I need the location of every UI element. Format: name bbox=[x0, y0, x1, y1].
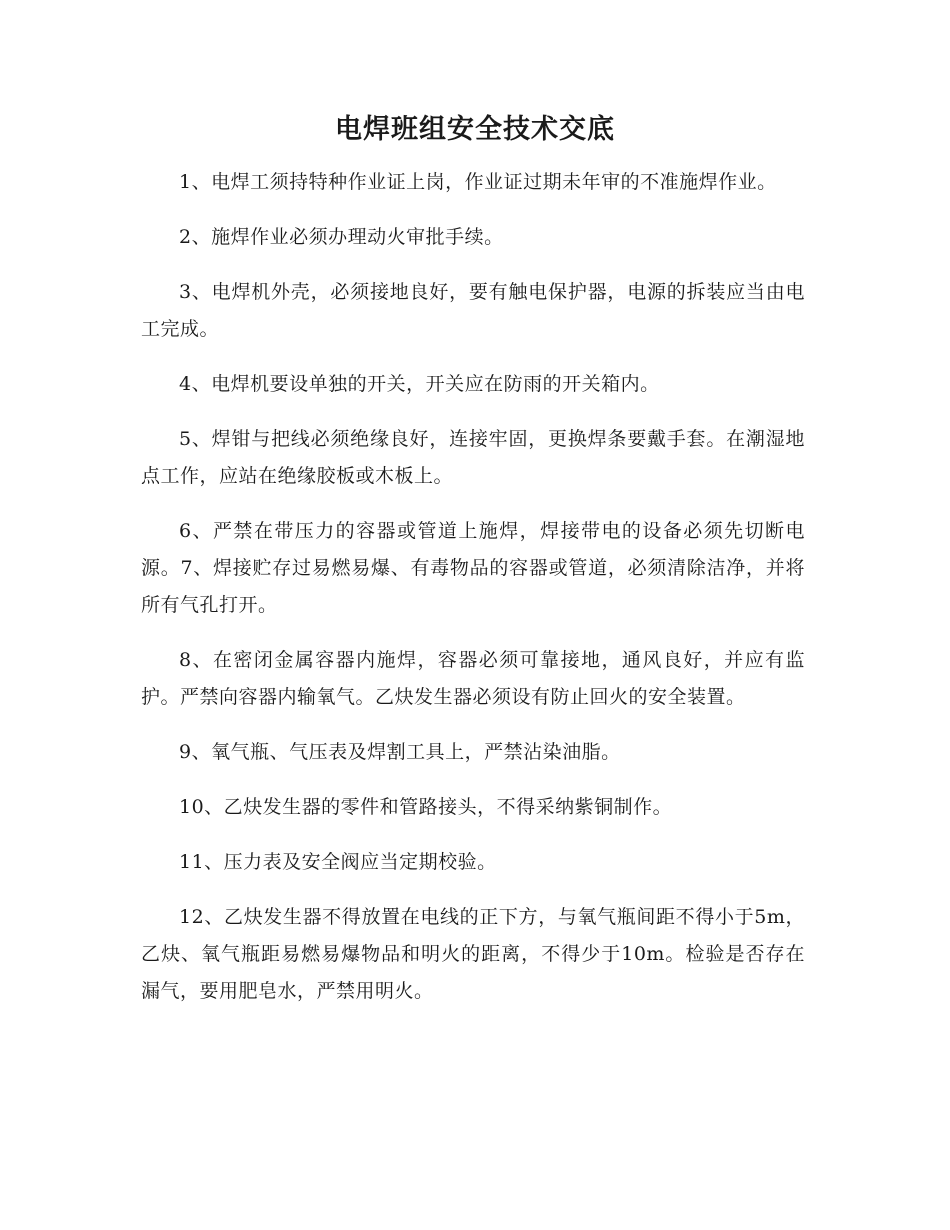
paragraph-9: 9、氧气瓶、气压表及焊割工具上，严禁沾染油脂。 bbox=[179, 741, 621, 763]
document-title: 电焊班组安全技术交底 bbox=[335, 114, 615, 145]
paragraph-2: 2、施焊作业必须办理动火审批手续。 bbox=[179, 226, 504, 248]
paragraph-6-7: 6、严禁在带压力的容器或管道上施焊，焊接带电的设备必须先切断电源。7、焊接贮存过易燃易爆、有毒物品的容器或管道，必须清除洁净，并将所有气孔打开。 bbox=[141, 520, 805, 616]
paragraph-5: 5、焊钳与把线必须绝缘良好，连接牢固，更换焊条要戴手套。在潮湿地点工作，应站在绝缘胶板或木板上。 bbox=[141, 428, 805, 487]
paragraph-4: 4、电焊机要设单独的开关，开关应在防雨的开关箱内。 bbox=[179, 373, 660, 395]
paragraph-12: 12、乙炔发生器不得放置在电线的正下方，与氧气瓶间距不得小于5m，乙炔、氧气瓶距易燃易爆物品和明火的距离，不得少于10m。检验是否存在漏气，要用肥皂水，严禁用明火。 bbox=[141, 906, 805, 1002]
paragraph-11: 11、压力表及安全阀应当定期校验。 bbox=[179, 851, 497, 873]
document-body bbox=[141, 164, 805, 1028]
paragraph-10: 10、乙炔发生器的零件和管路接头，不得采纳紫铜制作。 bbox=[179, 796, 673, 818]
paragraph-8: 8、在密闭金属容器内施焊，容器必须可靠接地，通风良好，并应有监护。严禁向容器内输氧气。乙炔发生器必须设有防止回火的安全装置。 bbox=[141, 649, 805, 708]
paragraph-1: 1、电焊工须持特种作业证上岗，作业证过期未年审的不准施焊作业。 bbox=[179, 171, 777, 193]
paragraph-3: 3、电焊机外壳，必须接地良好，要有触电保护器，电源的拆装应当由电工完成。 bbox=[141, 281, 805, 340]
